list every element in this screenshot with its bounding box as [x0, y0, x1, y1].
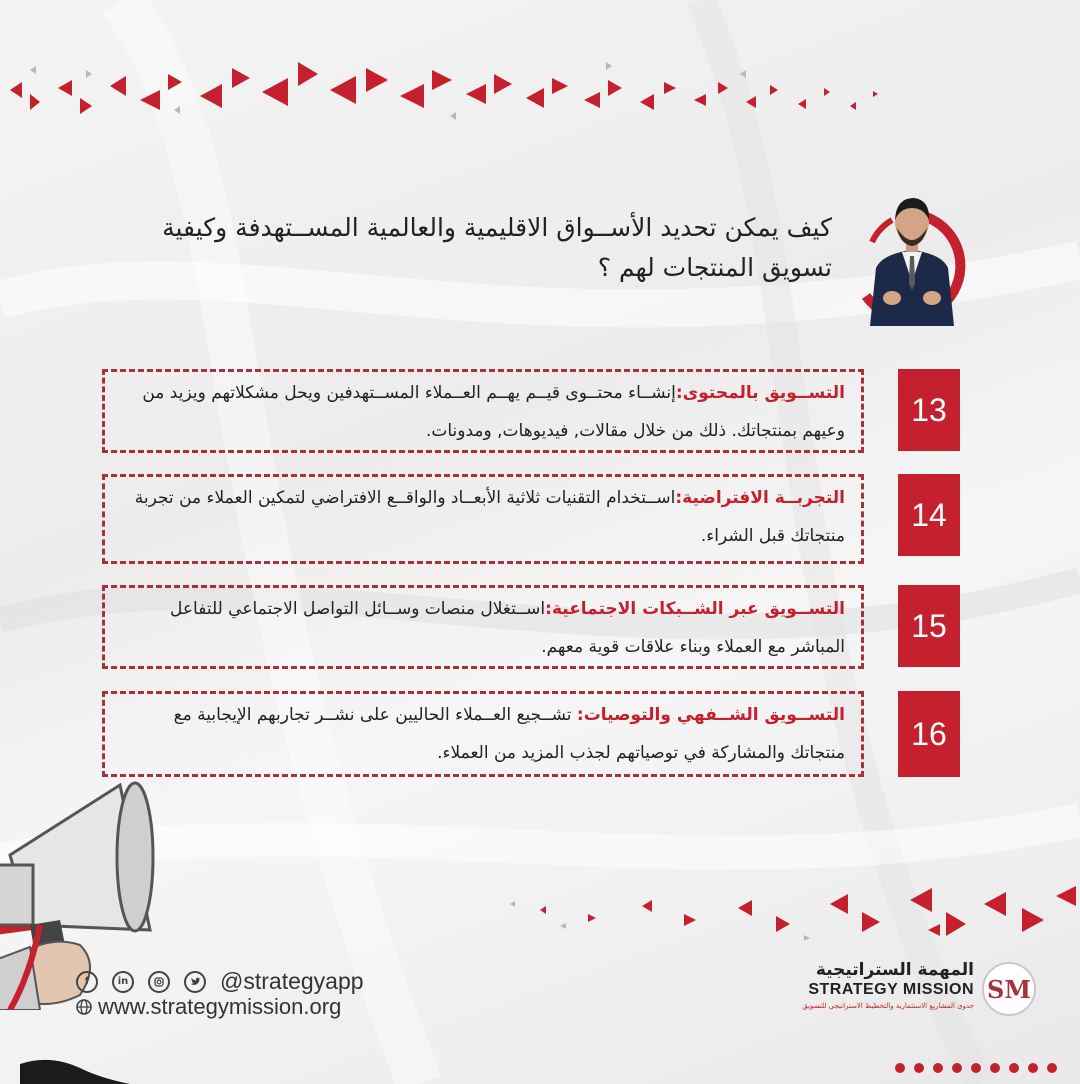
- question-heading: كيف يمكن تحديد الأســواق الاقليمية والعالمية المســتهدفة وكيفية تسويق المنتجات لهم ؟: [162, 213, 832, 282]
- item-text-box: [102, 585, 864, 669]
- item-number: 16: [898, 691, 960, 777]
- item-text-box: [102, 474, 864, 564]
- linkedin-icon[interactable]: in: [112, 971, 134, 993]
- item-text-box: [102, 369, 864, 453]
- brand-block: [792, 960, 1042, 1020]
- item-number: 13: [898, 369, 960, 451]
- social-handle[interactable]: @strategyapp: [220, 968, 364, 994]
- twitter-icon[interactable]: [184, 971, 206, 993]
- social-links: [76, 968, 364, 995]
- item-term: التجربــة الافتراضية:: [675, 488, 845, 508]
- item-body: تشــجيع العــملاء الحاليين على نشــر تجاربهم الإيجابية مع منتجاتك والمشاركة في توصياتهم لجذب المزيد من العملاء.: [173, 705, 845, 763]
- website-link[interactable]: [76, 994, 341, 1020]
- brand-logo: SM: [982, 962, 1036, 1016]
- triangle-pattern-top: [0, 30, 900, 120]
- brand-tagline: جدوى المشاريع الاستثمارية والتخطيط الاستراتيجي للتسويق: [802, 1002, 974, 1010]
- presenter-avatar: [852, 186, 972, 336]
- item-term: التســويق عبر الشــبكات الاجتماعية:: [545, 599, 845, 619]
- website-url[interactable]: www.strategymission.org: [98, 994, 342, 1019]
- item-text-box: [102, 691, 864, 777]
- triangle-pattern-bottom: [500, 880, 1080, 950]
- item-number: 15: [898, 585, 960, 667]
- item-body: اســتغلال منصات وســائل التواصل الاجتماعي للتفاعل المباشر مع العملاء وبناء علاقات قوية معهم.: [170, 599, 845, 657]
- brand-name-english: STRATEGY MISSION: [808, 981, 974, 998]
- decorative-dots: [895, 1058, 1066, 1077]
- item-term: التســويق بالمحتوى:: [675, 383, 845, 403]
- corner-ornament: [20, 1054, 130, 1084]
- globe-icon: [76, 999, 92, 1015]
- item-body: اســتخدام التقنيات ثلاثية الأبعــاد والواقــع الافتراضي لتمكين العملاء من تجربة منتجاتك قبل الشراء.: [134, 488, 845, 546]
- item-number: 14: [898, 474, 960, 556]
- item-body: إنشــاء محتــوى قيــم يهــم العــملاء المســتهدفين ويحل مشكلاتهم ويزيد من وعيهم بمنتجاتك. ذلك من خلال مقالات, فيديوهات, ومدونات.: [142, 383, 845, 441]
- instagram-icon[interactable]: [148, 971, 170, 993]
- facebook-icon[interactable]: f: [76, 971, 98, 993]
- brand-name-arabic: المهمة الستراتيجية: [815, 960, 974, 980]
- item-term: التســويق الشــفهي والتوصيات:: [576, 705, 845, 725]
